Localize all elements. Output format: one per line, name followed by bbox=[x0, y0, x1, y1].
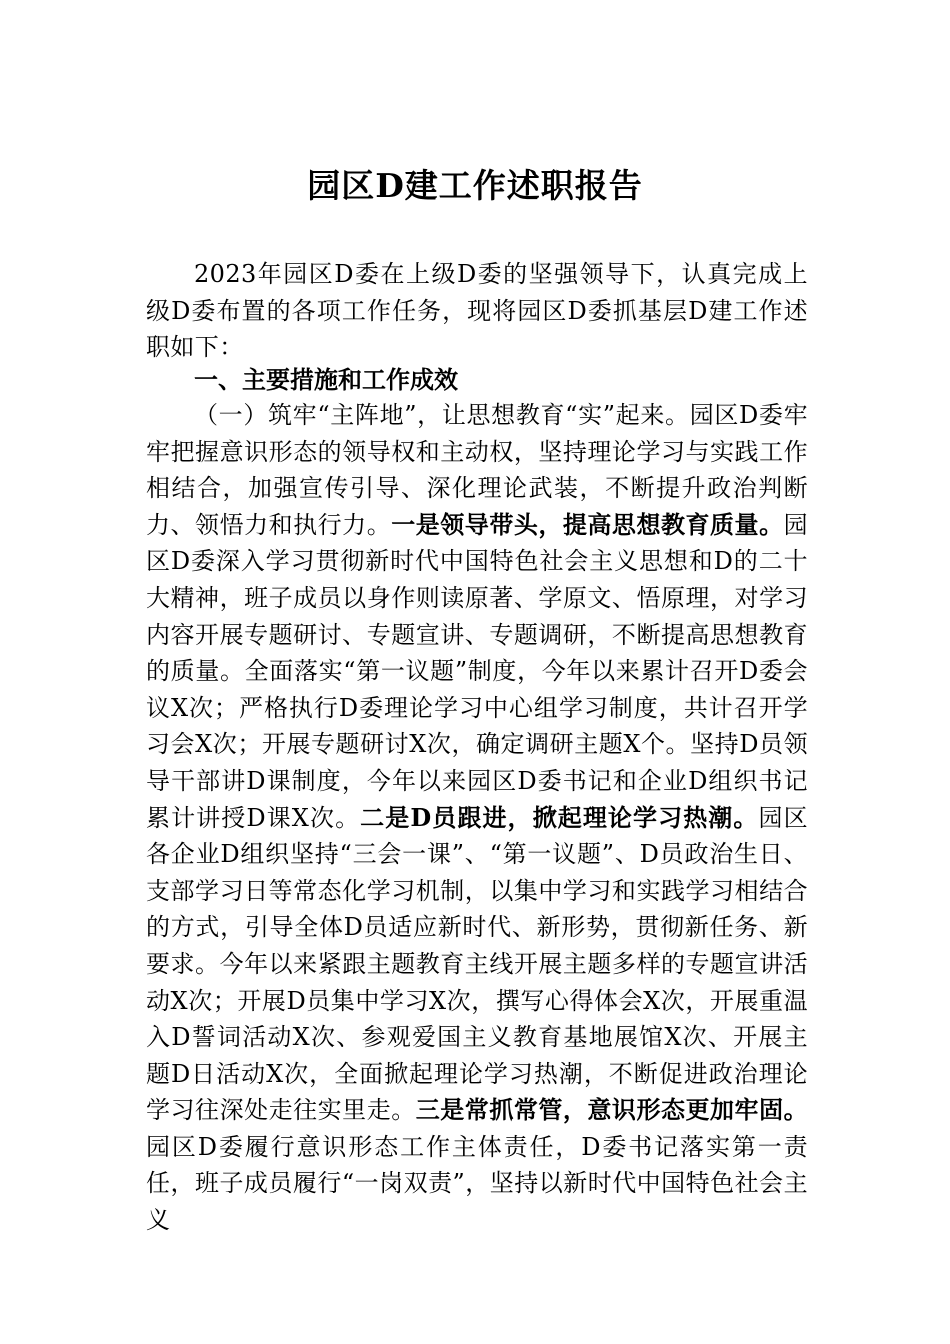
paragraph-text: 园区D委深入学习贯彻新时代中国特色社会主义思想和D的二十大精神，班子成员以身作则读原著、学原文、悟原理，对学习内容开展专题研讨、专题宣讲、专题调研，不断提高思想教育的质量。全面落实“第一议题”制度，今年以来累计召开D委会议X次；严格执行D委理论学习中心组学习制度，共计召开学习会X次；开展专题研讨X次，确定调研主题X个。坚持D员领导干部讲D课制度，今年以来园区D委书记和企业D组织书记累计讲授D课X次。 bbox=[146, 510, 809, 832]
section-heading: 一、主要措施和工作成效 bbox=[194, 366, 458, 394]
bold-subheading: 二是D员跟进，掀起理论学习热潮。 bbox=[360, 802, 759, 832]
body-paragraph bbox=[146, 397, 808, 1239]
bold-subheading: 三是常抓常管，意识形态更加牢固。 bbox=[415, 1095, 808, 1125]
intro-paragraph: 2023年园区D委在上级D委的坚强领导下，认真完成上级D委布置的各项工作任务，现将园区D委抓基层D建工作述职如下： bbox=[146, 260, 808, 362]
bold-subheading: 一是领导带头，提高思想教育质量。 bbox=[391, 509, 784, 539]
paragraph-text: 园区各企业D组织坚持“三会一课”、“第一议题”、D员政治生日、支部学习日等常态化学习机制，以集中学习和实践学习相结合的方式，引导全体D员适应新时代、新形势，贯彻新任务、新要求。今年以来紧跟主题教育主线开展主题多样的专题宣讲活动X次；开展D员集中学习X次，撰写心得体会X次，开展重温入D誓词活动X次、参观爱国主义教育基地展馆X次、开展主题D日活动X次，全面掀起理论学习热潮，不断促进政治理论学习往深处走往实里走。 bbox=[146, 803, 808, 1125]
paragraph-text: 园区D委履行意识形态工作主体责任，D委书记落实第一责任，班子成员履行“一岗双责”，坚持以新时代中国特色社会主义 bbox=[146, 1132, 808, 1235]
document-title: 园区D建工作述职报告 bbox=[307, 166, 643, 205]
paragraph-text: （一）筑牢“主阵地”，让思想教育“实”起来。园区D委牢牢把握意识形态的领导权和主动权，坚持理论学习与实践工作相结合，加强宣传引导、深化理论武装，不断提升政治判断力、领悟力和执行力。 bbox=[146, 401, 808, 539]
